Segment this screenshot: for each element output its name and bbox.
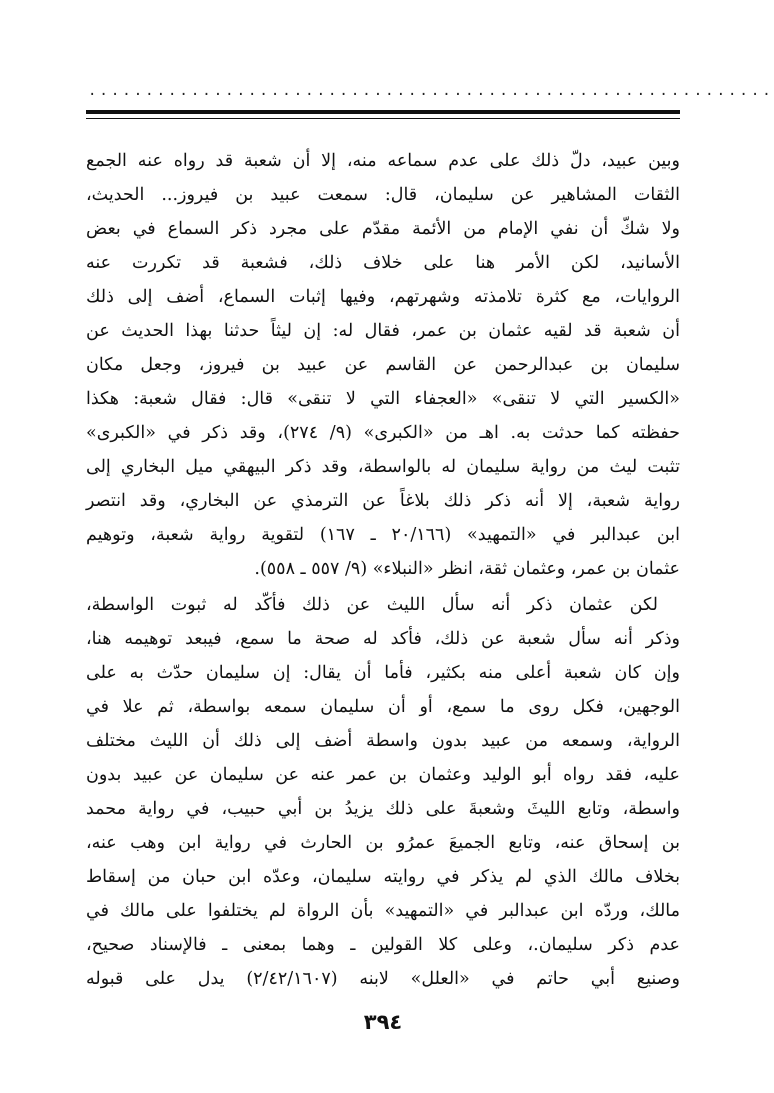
text-line: ابن عبدالبر في «التمهيد» (٢٠/١٦٦ ـ ١٦٧) لتقوية رواية شعبة، وتوهيم	[86, 525, 680, 545]
text-line: وذكر أنه سأل شعبة عن ذلك، فأكد له صحة ما سمع، فيبعد توهيمه هنا،	[86, 629, 680, 649]
text-line: الأسانيد، لكن الأمر هنا على خلاف ذلك، فشعبة قد تكررت عنه	[86, 253, 680, 273]
text-line: عليه، فقد رواه أبو الوليد وعثمان بن عمر عنه عن سليمان عن عبيد بدون	[86, 765, 680, 785]
text-line: الرواية، وسمعه من عبيد بدون واسطة أضف إلى ذلك أن الليث مختلف	[86, 731, 680, 751]
text-line: أن شعبة قد لقيه عثمان بن عمر، فقال له: إن ليثاً حدثنا بهذا الحديث عن	[86, 321, 680, 341]
text-line: ولا شكّ أن نفي الإمام من الأئمة مقدّم على مجرد ذكر السماع في بعض	[86, 219, 680, 239]
text-line: لكن عثمان ذكر أنه سأل الليث عن ذلك فأكّد له ثبوت الواسطة،	[86, 595, 658, 615]
text-line: رواية شعبة، إلا أنه ذكر ذلك بلاغاً عن الترمذي عن البخاري، وقد انتصر	[86, 491, 680, 511]
page-number: ٣٩٤	[363, 1010, 403, 1034]
header-rule-thick	[86, 110, 680, 114]
header-rule-thin	[86, 118, 680, 119]
text-line: وصنيع أبي حاتم في «العلل» لابنه (٢/٤٢/١٦٠٧) يدل على قبوله	[86, 969, 680, 989]
text-line: حفظته كما حدثت به. اهـ من «الكبرى» (٩/ ٢٧٤)، وقد ذكر في «الكبرى»	[86, 423, 680, 443]
text-line: الثقات المشاهير عن سليمان، قال: سمعت عبيد بن فيروز... الحديث،	[86, 185, 680, 205]
text-line: وإن كان شعبة أعلى منه بكثير، فأما أن يقال: إن سليمان حدّث به على	[86, 663, 680, 683]
text-line: الوجهين، فكل روى ما سمع، أو أن سليمان سمعه بواسطة، ثم علا في	[86, 697, 680, 717]
text-line: وبين عبيد، دلّ ذلك على عدم سماعه منه، إلا أن شعبة قد رواه عنه الجمع	[86, 151, 680, 171]
text-line: سليمان بن عبدالرحمن عن القاسم عن عبيد بن فيروز، وجعل مكان	[86, 355, 680, 375]
footnote-paragraph-1	[86, 144, 680, 586]
text-line: واسطة، وتابع الليثَ وشعبةَ على ذلك يزيدُ بن أبي حبيب، في رواية محمد	[86, 799, 680, 819]
text-line: عثمان بن عمر، وعثمان ثقة، انظر «النبلاء» (٩/ ٥٥٧ ـ ٥٥٨).	[254, 559, 680, 579]
text-line: مالك، وردّه ابن عبدالبر في «التمهيد» بأن الرواة لم يختلفوا على مالك في	[86, 901, 680, 921]
footnote-paragraph-2	[86, 588, 680, 996]
text-line: بن إسحاق عنه، وتابع الجميعَ عمرُو بن الحارث في رواية ابن وهب عنه،	[86, 833, 680, 853]
text-line: «الكسير التي لا تنقى» «العجفاء التي لا تنقى» قال: فقال شعبة: هكذا	[86, 389, 680, 409]
text-line: الروايات، مع كثرة تلامذته وشهرتهم، وفيها إثبات السماع، أضف إلى ذلك	[86, 287, 680, 307]
text-line: بخلاف مالك الذي لم يذكر في روايته سليمان، وعدّه ابن حبان من إسقاط	[86, 867, 680, 887]
text-line: عدم ذكر سليمان.، وعلى كلا القولين ـ وهما بمعنى ـ فالإسناد صحيح،	[86, 935, 680, 955]
text-line: تثبت ليث من رواية سليمان له بالواسطة، وقد ذكر البيهقي ميل البخاري إلى	[86, 457, 680, 477]
header-dotted-line: ............................................................	[88, 83, 774, 99]
